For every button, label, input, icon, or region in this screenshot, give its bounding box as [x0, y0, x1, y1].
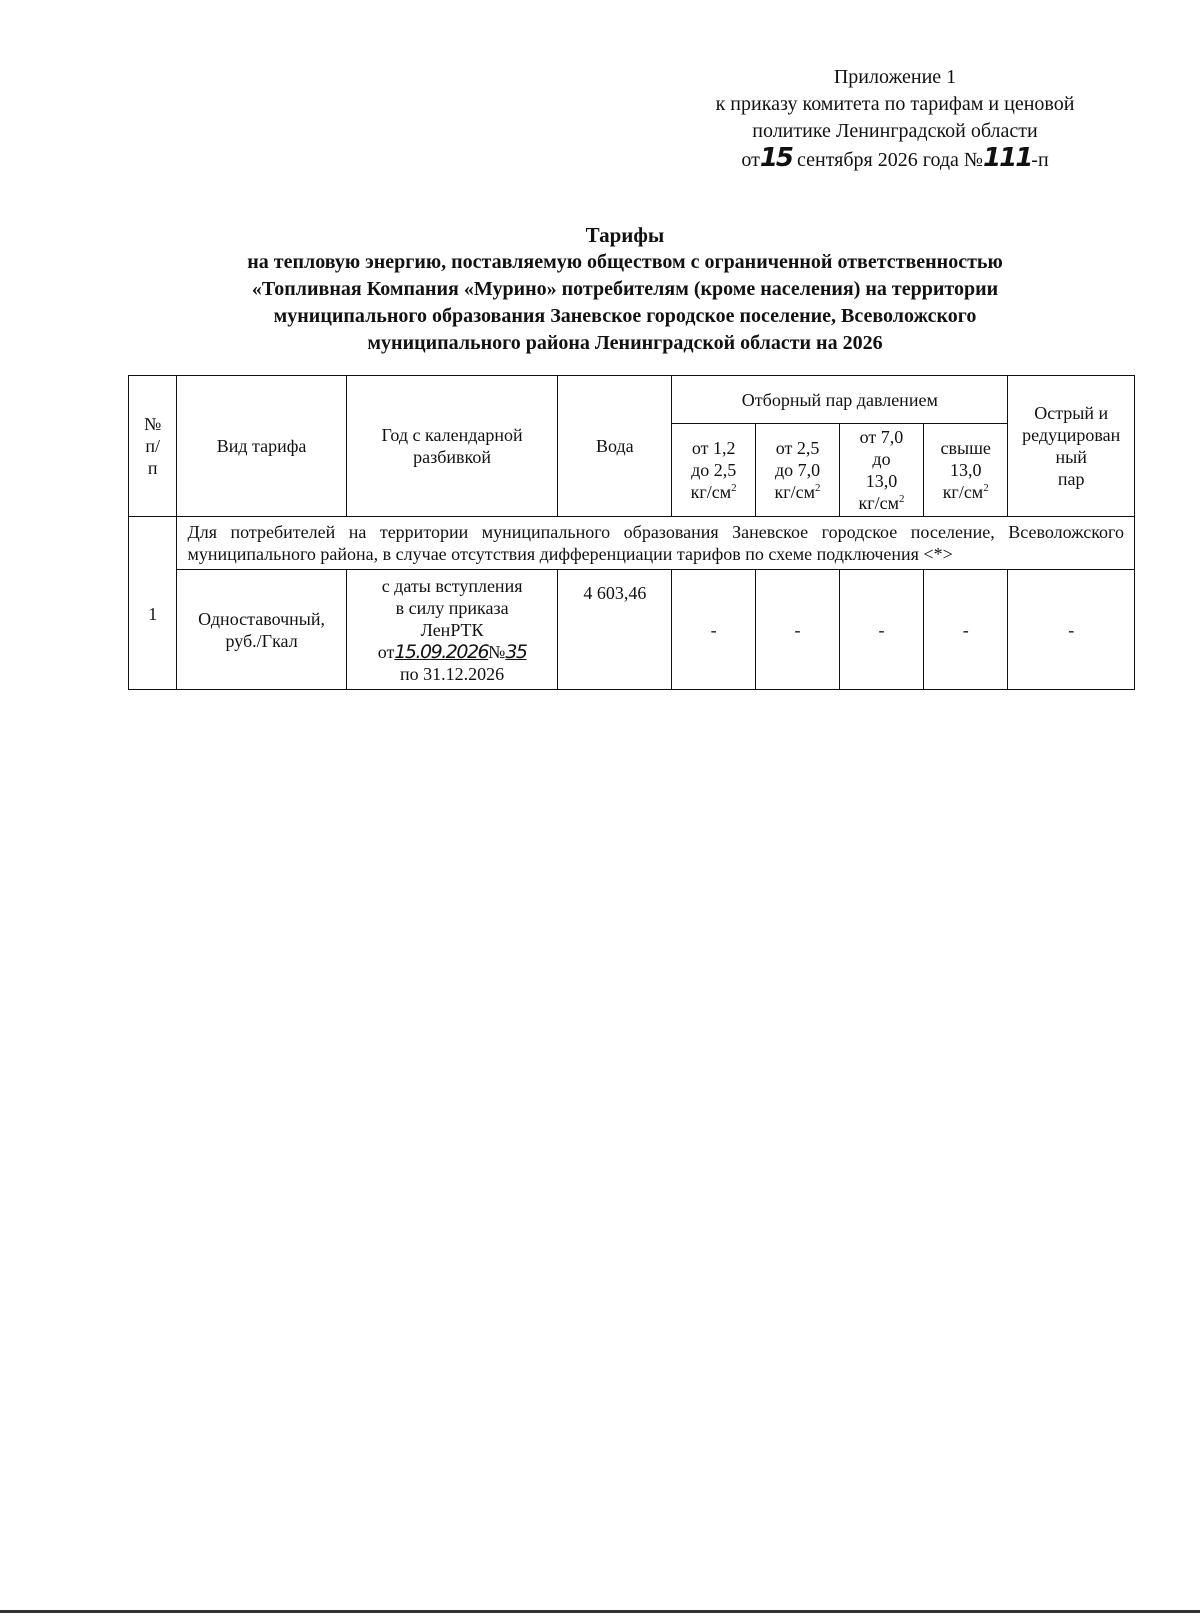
- date-prefix: от: [741, 149, 760, 171]
- handwritten-order-number: 35: [505, 640, 527, 663]
- appendix-line: политике Ленинградской области: [752, 120, 1038, 142]
- tariff-period: с даты вступления в силу приказа ЛенРТК от15.09.2026№35 по 31.12.2026: [346, 570, 558, 690]
- handwritten-order-date: 15.09.2026: [394, 640, 489, 663]
- header-pressure-2: от 2,5 до 7,0 $кг/см^2$: [756, 424, 840, 517]
- title-line: «Топливная Компания «Мурино» потребителям (кроме населения) на территории: [251, 278, 999, 300]
- tariff-table: [128, 375, 1135, 690]
- title-main: Тарифы: [585, 223, 665, 247]
- appendix-line: к приказу комитета по тарифам и ценовой: [715, 93, 1075, 115]
- header-water: Вода: [558, 376, 672, 517]
- scan-edge-line: [0, 1610, 1200, 1613]
- tariff-type: Одноставочный, руб./Гкал: [177, 570, 346, 690]
- header-pressure-1: от 1,2 до 2,5 $кг/см^2$: [672, 424, 756, 517]
- header-pressure-4: свыше 13,0 $кг/см^2$: [924, 424, 1008, 517]
- pressure-1-value: -: [672, 570, 756, 690]
- header-live-steam: Острый и редуцирован ный пар: [1008, 376, 1135, 517]
- row-number: 1: [129, 517, 177, 690]
- live-steam-value: -: [1008, 570, 1135, 690]
- header-number: № п/ п: [129, 376, 177, 517]
- document-title: [140, 222, 1110, 357]
- header-steam-group: Отборный пар давлением: [672, 376, 1008, 424]
- title-line: муниципального образования Заневское городское поселение, Всеволожского: [273, 305, 977, 327]
- pressure-2-value: -: [756, 570, 840, 690]
- title-line: на тепловую энергию, поставляемую обществом с ограниченной ответственностью: [247, 251, 1003, 273]
- number-suffix: -п: [1031, 149, 1049, 171]
- period-order-line: от15.09.2026№35: [377, 640, 527, 663]
- pressure-3-value: -: [839, 570, 923, 690]
- water-value: 4 603,46: [558, 570, 672, 690]
- pressure-4-value: -: [924, 570, 1008, 690]
- appendix-date-line: [660, 145, 1130, 174]
- group-description: Для потребителей на территории муниципального образования Заневское городское поселение, Всеволожского муниципального района, в случае отсутствия дифференциации тарифов по схеме подключения <*>: [177, 517, 1135, 570]
- table-header-row: [129, 376, 1135, 424]
- handwritten-day: 15: [759, 143, 792, 173]
- header-pressure-3: от 7,0 до 13,0 $кг/см^2$: [839, 424, 923, 517]
- table-group-row: [129, 517, 1135, 570]
- appendix-block: [660, 64, 1130, 174]
- title-line: муниципального района Ленинградской области на 2026: [367, 332, 883, 354]
- header-year: Год с календарной разбивкой: [346, 376, 558, 517]
- date-middle: сентября 2026 года №: [797, 149, 984, 171]
- appendix-title: Приложение 1: [833, 66, 957, 88]
- table-row: [129, 570, 1135, 690]
- handwritten-number: 111: [983, 143, 1032, 173]
- header-tariff-type: Вид тарифа: [177, 376, 346, 517]
